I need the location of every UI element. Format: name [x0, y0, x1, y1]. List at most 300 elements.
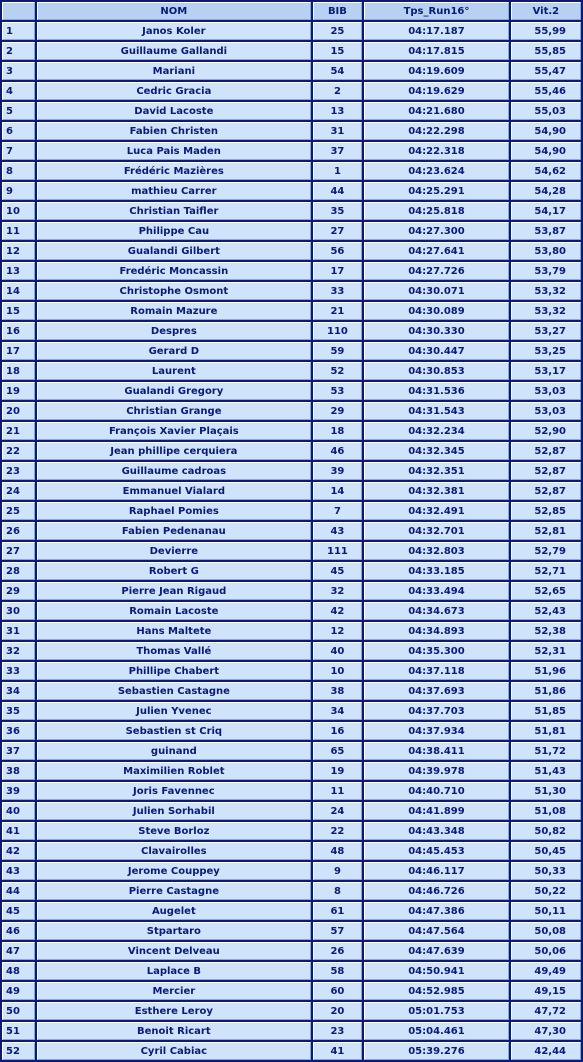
rank-cell: 20	[2, 402, 35, 420]
time-cell: 04:37.934	[364, 722, 509, 740]
name-cell: Sebastien st Criq	[37, 722, 311, 740]
name-cell: Christian Grange	[37, 402, 311, 420]
name-cell: Frédéric Mazières	[37, 162, 311, 180]
speed-cell: 52,43	[511, 602, 581, 620]
table-row	[2, 142, 581, 160]
name-cell: Christian Taifler	[37, 202, 311, 220]
bib-cell: 46	[313, 442, 363, 460]
name-cell: Philippe Cau	[37, 222, 311, 240]
speed-cell: 53,03	[511, 382, 581, 400]
rank-cell: 15	[2, 302, 35, 320]
bib-cell: 43	[313, 522, 363, 540]
time-cell: 04:19.609	[364, 62, 509, 80]
speed-cell: 52,65	[511, 582, 581, 600]
name-cell: Laplace B	[37, 962, 311, 980]
speed-cell: 42,44	[511, 1042, 581, 1060]
bib-cell: 110	[313, 322, 363, 340]
time-cell: 04:32.234	[364, 422, 509, 440]
header-row	[2, 2, 581, 20]
name-cell: Pierre Jean Rigaud	[37, 582, 311, 600]
time-cell: 04:46.726	[364, 882, 509, 900]
name-cell: Jerome Couppey	[37, 862, 311, 880]
table-row	[2, 82, 581, 100]
rank-cell: 9	[2, 182, 35, 200]
name-cell: Fabien Pedenanau	[37, 522, 311, 540]
table-row	[2, 622, 581, 640]
time-cell: 04:33.494	[364, 582, 509, 600]
table-row	[2, 1002, 581, 1020]
rank-cell: 5	[2, 102, 35, 120]
rank-cell: 43	[2, 862, 35, 880]
rank-cell: 38	[2, 762, 35, 780]
time-cell: 05:01.753	[364, 1002, 509, 1020]
time-cell: 04:37.703	[364, 702, 509, 720]
speed-cell: 52,79	[511, 542, 581, 560]
speed-cell: 52,85	[511, 502, 581, 520]
rank-cell: 13	[2, 262, 35, 280]
time-cell: 04:23.624	[364, 162, 509, 180]
name-cell: Jean phillipe cerquiera	[37, 442, 311, 460]
speed-cell: 50,06	[511, 942, 581, 960]
speed-cell: 51,72	[511, 742, 581, 760]
bib-cell: 7	[313, 502, 363, 520]
speed-cell: 50,22	[511, 882, 581, 900]
table-row	[2, 62, 581, 80]
name-cell: Fabien Christen	[37, 122, 311, 140]
rank-cell: 31	[2, 622, 35, 640]
rank-cell: 49	[2, 982, 35, 1000]
table-row	[2, 182, 581, 200]
bib-cell: 40	[313, 642, 363, 660]
time-cell: 04:52.985	[364, 982, 509, 1000]
speed-cell: 54,90	[511, 122, 581, 140]
speed-cell: 51,85	[511, 702, 581, 720]
table-row	[2, 162, 581, 180]
table-row	[2, 1042, 581, 1060]
table-row	[2, 482, 581, 500]
header-name: NOM	[37, 2, 311, 20]
speed-cell: 53,87	[511, 222, 581, 240]
bib-cell: 12	[313, 622, 363, 640]
bib-cell: 37	[313, 142, 363, 160]
bib-cell: 27	[313, 222, 363, 240]
table-row	[2, 722, 581, 740]
speed-cell: 53,80	[511, 242, 581, 260]
speed-cell: 51,81	[511, 722, 581, 740]
table-row	[2, 362, 581, 380]
time-cell: 04:41.899	[364, 802, 509, 820]
bib-cell: 10	[313, 662, 363, 680]
bib-cell: 53	[313, 382, 363, 400]
bib-cell: 42	[313, 602, 363, 620]
speed-cell: 53,32	[511, 302, 581, 320]
table-row	[2, 202, 581, 220]
bib-cell: 15	[313, 42, 363, 60]
time-cell: 04:34.893	[364, 622, 509, 640]
name-cell: Sebastien Castagne	[37, 682, 311, 700]
speed-cell: 54,17	[511, 202, 581, 220]
time-cell: 04:38.411	[364, 742, 509, 760]
table-row	[2, 262, 581, 280]
bib-cell: 17	[313, 262, 363, 280]
rank-cell: 40	[2, 802, 35, 820]
rank-cell: 28	[2, 562, 35, 580]
time-cell: 04:46.117	[364, 862, 509, 880]
rank-cell: 41	[2, 822, 35, 840]
rank-cell: 35	[2, 702, 35, 720]
time-cell: 04:27.300	[364, 222, 509, 240]
rank-cell: 29	[2, 582, 35, 600]
bib-cell: 60	[313, 982, 363, 1000]
time-cell: 04:37.693	[364, 682, 509, 700]
table-row	[2, 942, 581, 960]
table-row	[2, 902, 581, 920]
name-cell: guinand	[37, 742, 311, 760]
table-row	[2, 922, 581, 940]
table-row	[2, 542, 581, 560]
time-cell: 04:35.300	[364, 642, 509, 660]
header-rank	[2, 2, 35, 20]
time-cell: 04:32.345	[364, 442, 509, 460]
time-cell: 04:32.381	[364, 482, 509, 500]
time-cell: 04:37.118	[364, 662, 509, 680]
rank-cell: 12	[2, 242, 35, 260]
bib-cell: 44	[313, 182, 363, 200]
rank-cell: 37	[2, 742, 35, 760]
bib-cell: 21	[313, 302, 363, 320]
name-cell: Guillaume Gallandi	[37, 42, 311, 60]
bib-cell: 31	[313, 122, 363, 140]
speed-cell: 55,85	[511, 42, 581, 60]
name-cell: Gualandi Gregory	[37, 382, 311, 400]
name-cell: Janos Koler	[37, 22, 311, 40]
rank-cell: 36	[2, 722, 35, 740]
table-row	[2, 782, 581, 800]
table-row	[2, 402, 581, 420]
bib-cell: 39	[313, 462, 363, 480]
header-time: Tps_Run16°	[364, 2, 509, 20]
rank-cell: 23	[2, 462, 35, 480]
speed-cell: 53,32	[511, 282, 581, 300]
table-row	[2, 882, 581, 900]
time-cell: 04:19.629	[364, 82, 509, 100]
rank-cell: 1	[2, 22, 35, 40]
time-cell: 04:34.673	[364, 602, 509, 620]
rank-cell: 39	[2, 782, 35, 800]
speed-cell: 52,87	[511, 442, 581, 460]
speed-cell: 55,47	[511, 62, 581, 80]
name-cell: Pierre Castagne	[37, 882, 311, 900]
rank-cell: 32	[2, 642, 35, 660]
time-cell: 04:45.453	[364, 842, 509, 860]
speed-cell: 52,38	[511, 622, 581, 640]
rank-cell: 2	[2, 42, 35, 60]
name-cell: Stpartaro	[37, 922, 311, 940]
time-cell: 04:27.726	[364, 262, 509, 280]
table-row	[2, 242, 581, 260]
bib-cell: 18	[313, 422, 363, 440]
name-cell: Despres	[37, 322, 311, 340]
speed-cell: 53,25	[511, 342, 581, 360]
name-cell: Julien Sorhabil	[37, 802, 311, 820]
header-bib: BIB	[313, 2, 363, 20]
time-cell: 04:30.071	[364, 282, 509, 300]
table-row	[2, 422, 581, 440]
bib-cell: 19	[313, 762, 363, 780]
name-cell: Christophe Osmont	[37, 282, 311, 300]
speed-cell: 54,28	[511, 182, 581, 200]
name-cell: Joris Favennec	[37, 782, 311, 800]
table-row	[2, 962, 581, 980]
rank-cell: 34	[2, 682, 35, 700]
rank-cell: 50	[2, 1002, 35, 1020]
bib-cell: 1	[313, 162, 363, 180]
table-row	[2, 842, 581, 860]
table-row	[2, 522, 581, 540]
time-cell: 04:32.351	[364, 462, 509, 480]
time-cell: 04:30.853	[364, 362, 509, 380]
time-cell: 04:17.187	[364, 22, 509, 40]
speed-cell: 52,87	[511, 482, 581, 500]
rank-cell: 7	[2, 142, 35, 160]
time-cell: 04:32.701	[364, 522, 509, 540]
bib-cell: 24	[313, 802, 363, 820]
rank-cell: 45	[2, 902, 35, 920]
bib-cell: 52	[313, 362, 363, 380]
time-cell: 05:04.461	[364, 1022, 509, 1040]
name-cell: Romain Mazure	[37, 302, 311, 320]
rank-cell: 25	[2, 502, 35, 520]
rank-cell: 26	[2, 522, 35, 540]
bib-cell: 59	[313, 342, 363, 360]
name-cell: Luca Pais Maden	[37, 142, 311, 160]
rank-cell: 30	[2, 602, 35, 620]
bib-cell: 33	[313, 282, 363, 300]
rank-cell: 17	[2, 342, 35, 360]
table-row	[2, 122, 581, 140]
time-cell: 04:21.680	[364, 102, 509, 120]
speed-cell: 53,27	[511, 322, 581, 340]
name-cell: Guillaume cadroas	[37, 462, 311, 480]
speed-cell: 50,82	[511, 822, 581, 840]
speed-cell: 55,99	[511, 22, 581, 40]
name-cell: François Xavier Plaçais	[37, 422, 311, 440]
header-speed: Vit.2	[511, 2, 581, 20]
table-row	[2, 102, 581, 120]
bib-cell: 58	[313, 962, 363, 980]
time-cell: 04:47.386	[364, 902, 509, 920]
bib-cell: 65	[313, 742, 363, 760]
time-cell: 04:30.447	[364, 342, 509, 360]
bib-cell: 13	[313, 102, 363, 120]
results-body	[2, 22, 581, 1060]
table-row	[2, 382, 581, 400]
speed-cell: 52,71	[511, 562, 581, 580]
name-cell: Maximilien Roblet	[37, 762, 311, 780]
time-cell: 04:32.803	[364, 542, 509, 560]
time-cell: 04:43.348	[364, 822, 509, 840]
bib-cell: 57	[313, 922, 363, 940]
name-cell: Steve Borloz	[37, 822, 311, 840]
time-cell: 04:47.564	[364, 922, 509, 940]
table-row	[2, 682, 581, 700]
table-row	[2, 282, 581, 300]
speed-cell: 50,45	[511, 842, 581, 860]
name-cell: Esthere Leroy	[37, 1002, 311, 1020]
speed-cell: 54,62	[511, 162, 581, 180]
time-cell: 04:30.089	[364, 302, 509, 320]
time-cell: 04:31.536	[364, 382, 509, 400]
bib-cell: 16	[313, 722, 363, 740]
rank-cell: 3	[2, 62, 35, 80]
speed-cell: 51,86	[511, 682, 581, 700]
speed-cell: 52,31	[511, 642, 581, 660]
bib-cell: 48	[313, 842, 363, 860]
speed-cell: 47,30	[511, 1022, 581, 1040]
rank-cell: 11	[2, 222, 35, 240]
rank-cell: 47	[2, 942, 35, 960]
time-cell: 04:27.641	[364, 242, 509, 260]
speed-cell: 53,17	[511, 362, 581, 380]
speed-cell: 52,81	[511, 522, 581, 540]
rank-cell: 51	[2, 1022, 35, 1040]
bib-cell: 14	[313, 482, 363, 500]
table-row	[2, 502, 581, 520]
table-row	[2, 442, 581, 460]
time-cell: 04:50.941	[364, 962, 509, 980]
name-cell: Mercier	[37, 982, 311, 1000]
table-row	[2, 342, 581, 360]
time-cell: 04:31.543	[364, 402, 509, 420]
name-cell: mathieu Carrer	[37, 182, 311, 200]
name-cell: Augelet	[37, 902, 311, 920]
time-cell: 04:25.291	[364, 182, 509, 200]
name-cell: Gualandi Gilbert	[37, 242, 311, 260]
time-cell: 04:33.185	[364, 562, 509, 580]
time-cell: 04:47.639	[364, 942, 509, 960]
rank-cell: 19	[2, 382, 35, 400]
time-cell: 04:39.978	[364, 762, 509, 780]
name-cell: Devierre	[37, 542, 311, 560]
table-row	[2, 662, 581, 680]
rank-cell: 8	[2, 162, 35, 180]
rank-cell: 48	[2, 962, 35, 980]
bib-cell: 61	[313, 902, 363, 920]
bib-cell: 11	[313, 782, 363, 800]
time-cell: 04:32.491	[364, 502, 509, 520]
speed-cell: 52,90	[511, 422, 581, 440]
rank-cell: 10	[2, 202, 35, 220]
rank-cell: 44	[2, 882, 35, 900]
table-row	[2, 582, 581, 600]
rank-cell: 46	[2, 922, 35, 940]
table-row	[2, 862, 581, 880]
name-cell: Thomas Vallé	[37, 642, 311, 660]
bib-cell: 41	[313, 1042, 363, 1060]
speed-cell: 55,03	[511, 102, 581, 120]
time-cell: 04:22.318	[364, 142, 509, 160]
speed-cell: 49,15	[511, 982, 581, 1000]
name-cell: Fredéric Moncassin	[37, 262, 311, 280]
bib-cell: 9	[313, 862, 363, 880]
time-cell: 04:25.818	[364, 202, 509, 220]
time-cell: 05:39.276	[364, 1042, 509, 1060]
rank-cell: 22	[2, 442, 35, 460]
rank-cell: 18	[2, 362, 35, 380]
time-cell: 04:40.710	[364, 782, 509, 800]
rank-cell: 6	[2, 122, 35, 140]
table-row	[2, 742, 581, 760]
rank-cell: 21	[2, 422, 35, 440]
speed-cell: 50,11	[511, 902, 581, 920]
table-row	[2, 702, 581, 720]
table-row	[2, 602, 581, 620]
bib-cell: 25	[313, 22, 363, 40]
time-cell: 04:17.815	[364, 42, 509, 60]
speed-cell: 50,33	[511, 862, 581, 880]
bib-cell: 8	[313, 882, 363, 900]
bib-cell: 111	[313, 542, 363, 560]
table-row	[2, 802, 581, 820]
table-row	[2, 1022, 581, 1040]
bib-cell: 45	[313, 562, 363, 580]
name-cell: Benoit Ricart	[37, 1022, 311, 1040]
bib-cell: 26	[313, 942, 363, 960]
bib-cell: 20	[313, 1002, 363, 1020]
table-row	[2, 762, 581, 780]
bib-cell: 22	[313, 822, 363, 840]
table-row	[2, 982, 581, 1000]
rank-cell: 16	[2, 322, 35, 340]
bib-cell: 29	[313, 402, 363, 420]
speed-cell: 49,49	[511, 962, 581, 980]
rank-cell: 4	[2, 82, 35, 100]
speed-cell: 51,96	[511, 662, 581, 680]
table-row	[2, 462, 581, 480]
rank-cell: 52	[2, 1042, 35, 1060]
speed-cell: 51,30	[511, 782, 581, 800]
name-cell: Julien Yvenec	[37, 702, 311, 720]
speed-cell: 50,08	[511, 922, 581, 940]
time-cell: 04:30.330	[364, 322, 509, 340]
speed-cell: 54,90	[511, 142, 581, 160]
name-cell: Gerard D	[37, 342, 311, 360]
bib-cell: 35	[313, 202, 363, 220]
name-cell: Mariani	[37, 62, 311, 80]
table-row	[2, 22, 581, 40]
table-row	[2, 562, 581, 580]
table-row	[2, 642, 581, 660]
bib-cell: 38	[313, 682, 363, 700]
name-cell: Cedric Gracia	[37, 82, 311, 100]
name-cell: David Lacoste	[37, 102, 311, 120]
speed-cell: 51,43	[511, 762, 581, 780]
bib-cell: 56	[313, 242, 363, 260]
name-cell: Hans Maltete	[37, 622, 311, 640]
speed-cell: 55,46	[511, 82, 581, 100]
table-row	[2, 222, 581, 240]
name-cell: Robert G	[37, 562, 311, 580]
bib-cell: 23	[313, 1022, 363, 1040]
name-cell: Vincent Delveau	[37, 942, 311, 960]
name-cell: Cyril Cabiac	[37, 1042, 311, 1060]
name-cell: Phillipe Chabert	[37, 662, 311, 680]
bib-cell: 34	[313, 702, 363, 720]
rank-cell: 42	[2, 842, 35, 860]
name-cell: Laurent	[37, 362, 311, 380]
speed-cell: 53,03	[511, 402, 581, 420]
table-row	[2, 322, 581, 340]
